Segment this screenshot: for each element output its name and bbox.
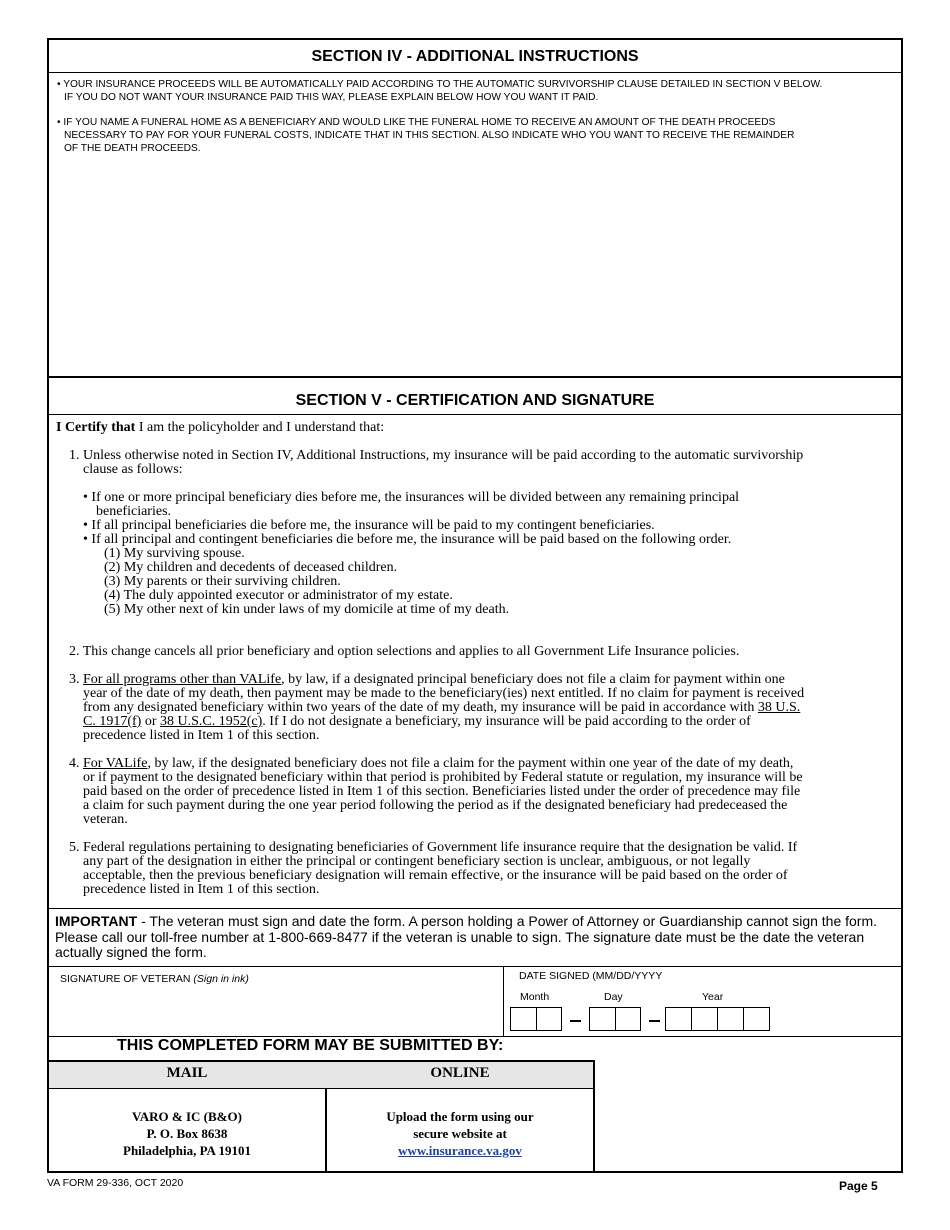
item-4-cont: or if payment to the designated beneficiary within that period is prohibited by Federal statute or regulation, my insurance will be: [83, 770, 803, 785]
item-3: 3. For all programs other than VALife, by law, if a designated principal beneficiary does not file a claim for payment within one: [69, 672, 785, 687]
item-4: 4. For VALife, by law, if the designated beneficiary does not file a claim for the payment within one year of the date of my death,: [69, 756, 794, 771]
divider: [49, 966, 901, 967]
divider: [49, 72, 901, 73]
certify-label: I Certify that: [56, 420, 136, 435]
statute-ref: 38 U.S.C. 1952(c): [160, 714, 263, 729]
bullet-2: • If all principal beneficiaries die before me, the insurance will be paid to my contingent beneficiaries.: [83, 518, 655, 533]
bullet-3: • If all principal and contingent beneficiaries die before me, the insurance will be paid based on the following order.: [83, 532, 732, 547]
certify-intro: I am the policyholder and I understand that:: [135, 420, 385, 435]
item-5: 5. Federal regulations pertaining to designating beneficiaries of Government life insurance require that the designation be valid. If: [69, 840, 798, 855]
order-3: (3) My parents or their surviving children.: [104, 574, 341, 589]
mail-address-line: VARO & IC (B&O): [132, 1109, 242, 1124]
certification-text: [56, 421, 891, 897]
online-line: Upload the form using our: [386, 1109, 534, 1124]
item-3-cont: precedence listed in Item 1 of this section.: [83, 728, 320, 743]
submission-title: THIS COMPLETED FORM MAY BE SUBMITTED BY:: [117, 1037, 504, 1054]
divider: [503, 966, 504, 1037]
year-label: Year: [702, 991, 724, 1003]
important-notice: [55, 914, 891, 961]
divider: [49, 908, 901, 909]
day-input[interactable]: [589, 1007, 641, 1031]
bullet-1-cont: beneficiaries.: [96, 504, 172, 519]
mail-address-line: P. O. Box 8638: [146, 1126, 228, 1141]
section-iv-instructions: [57, 78, 891, 155]
valife-exclusion-ref: For all programs other than VALife: [83, 672, 282, 687]
date-separator: [570, 1020, 581, 1022]
important-label: IMPORTANT: [55, 913, 138, 929]
mail-address-line: Philadelphia, PA 19101: [123, 1143, 251, 1158]
instruction-line: IF YOU DO NOT WANT YOUR INSURANCE PAID THIS WAY, PLEASE EXPLAIN BELOW HOW YOU WANT IT PAID.: [64, 92, 599, 103]
order-2: (2) My children and decedents of deceased children.: [104, 560, 398, 575]
valife-ref: For VALife: [83, 756, 148, 771]
order-4: (4) The duly appointed executor or administrator of my estate.: [104, 588, 453, 603]
spacer: [57, 104, 891, 116]
insurance-website-link[interactable]: www.insurance.va.gov: [398, 1143, 522, 1158]
divider: [49, 414, 901, 415]
divider: [593, 1060, 595, 1173]
item-3-cont: from any designated beneficiary within two years of the date of my death, my insurance will be paid in accordance with 38 U.S.: [83, 700, 801, 715]
item-3-cont: C. 1917(f) or 38 U.S.C. 1952(c). If I do not designate a beneficiary, my insurance will be paid according to the order of: [83, 714, 751, 729]
instruction-line: • YOUR INSURANCE PROCEEDS WILL BE AUTOMATICALLY PAID ACCORDING TO THE AUTOMATIC SURVIVORSHIP CLAUSE DETAILED IN SECTION V BELOW.: [57, 79, 823, 90]
item-3-cont: year of the date of my death, then payment may be made to the beneficiary(ies) next entitled. If no claim for payment is received: [83, 686, 805, 701]
form-id: VA FORM 29-336, OCT 2020: [47, 1177, 184, 1189]
page-number: Page 5: [839, 1179, 878, 1193]
item-5-cont: any part of the designation in either the principal or contingent beneficiary section is unclear, ambiguous, or not legally: [83, 854, 751, 869]
signature-label: SIGNATURE OF VETERAN (Sign in ink): [60, 973, 249, 985]
online-line: secure website at: [413, 1126, 507, 1141]
section-v-title: SECTION V - CERTIFICATION AND SIGNATURE: [295, 392, 655, 409]
day-label: Day: [604, 991, 623, 1003]
instruction-line: OF THE DEATH PROCEEDS.: [64, 143, 201, 154]
submission-table: [49, 1060, 595, 1173]
statute-ref: 38 U.S.: [757, 700, 801, 715]
item-4-cont: a claim for such payment during the one year period following the period as if the designated beneficiary had predeceased the: [83, 798, 788, 813]
divider: [49, 376, 901, 378]
item-5-cont: acceptable, then the previous beneficiary designation will remain effective, or the insurance will be paid based on the order of: [83, 868, 788, 883]
item-4-cont: paid based on the order of precedence listed in Item 1 of this section. Beneficiaries listed under the order of precedence may file: [83, 784, 801, 799]
additional-instructions-textarea[interactable]: [55, 156, 895, 371]
bullet-1: • If one or more principal beneficiary dies before me, the insurances will be divided between any remaining principal: [83, 490, 740, 505]
item-2: 2. This change cancels all prior beneficiary and option selections and applies to all Government Life Insurance policies.: [69, 644, 740, 659]
mail-address: [49, 1108, 325, 1159]
item-4-cont: veteran.: [83, 812, 128, 827]
date-signed-label: DATE SIGNED (MM/DD/YYYY: [519, 970, 663, 982]
mail-header: MAIL: [166, 1065, 208, 1081]
section-iv-title: SECTION IV - ADDITIONAL INSTRUCTIONS: [311, 48, 639, 65]
form-frame: [47, 38, 903, 1173]
month-label: Month: [520, 991, 550, 1003]
signature-field[interactable]: [55, 988, 495, 1034]
instruction-line: • IF YOU NAME A FUNERAL HOME AS A BENEFICIARY AND WOULD LIKE THE FUNERAL HOME TO RECEIVE AN AMOUNT OF THE DEATH PROCEEDS: [57, 117, 776, 128]
instruction-line: NECESSARY TO PAY FOR YOUR FUNERAL COSTS, INDICATE THAT IN THIS SECTION. ALSO INDICATE WHO YOU WANT TO RECEIVE THE REMAINDER: [64, 130, 795, 141]
item-5-cont: precedence listed in Item 1 of this section.: [83, 882, 320, 897]
important-text: - The veteran must sign and date the form. A person holding a Power of Attorney or Guardianship cannot sign the form. Please call our toll-free number at 1-800-669-8477 if the veteran is unable to sign. The signature date must be the date the veteran actually signed the form.: [55, 913, 878, 960]
year-input[interactable]: [665, 1007, 770, 1031]
item-1: 1. Unless otherwise noted in Section IV, Additional Instructions, my insurance will be paid according to the automatic survivorship: [69, 448, 804, 463]
online-instructions: [327, 1108, 593, 1159]
item-1-cont: clause as follows:: [83, 462, 183, 477]
order-5: (5) My other next of kin under laws of my domicile at time of my death.: [104, 602, 510, 617]
date-separator: [649, 1020, 660, 1022]
online-header: ONLINE: [430, 1065, 490, 1081]
month-input[interactable]: [510, 1007, 562, 1031]
order-1: (1) My surviving spouse.: [104, 546, 245, 561]
statute-ref: C. 1917(f): [83, 714, 142, 729]
